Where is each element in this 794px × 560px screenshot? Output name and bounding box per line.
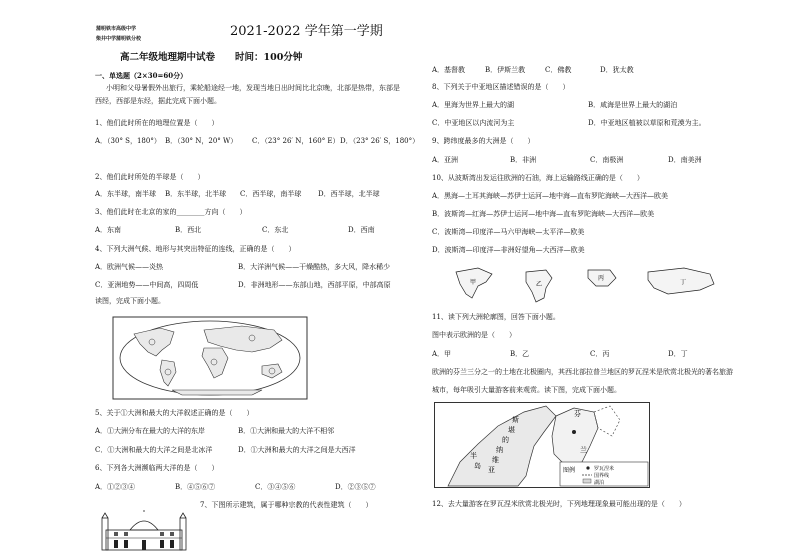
q5-option-c[interactable]: C．①大洲和最大的大洋之间是北冰洋 — [95, 446, 213, 454]
continent-label-bing: 丙 — [598, 275, 605, 282]
q2-option-d[interactable]: D．西半球，北半球 — [318, 190, 380, 198]
q7-option-a[interactable]: A．基督教 — [432, 66, 466, 74]
map-label-de: 的 — [502, 436, 509, 444]
q2-option-c[interactable]: C．西半球，南半球 — [240, 190, 302, 198]
q4-option-d[interactable]: D．非洲地形——东部山地，西部平原，中部高原 — [238, 281, 391, 289]
q10-option-a[interactable]: A．黑海—土耳其海峡—苏伊士运河—地中海—直布罗陀海峡—大西洋—欧美 — [432, 192, 669, 200]
q2-option-b[interactable]: B．东半球，北半球 — [165, 190, 227, 198]
continent-label-ding: 丁 — [680, 279, 687, 286]
q6-option-b[interactable]: B．④⑤⑥⑦ — [175, 483, 216, 491]
q11-option-c[interactable]: C．丙 — [590, 350, 610, 358]
world-map — [112, 316, 308, 400]
q3-option-a[interactable]: A．东南 — [95, 226, 122, 234]
map-label-dao: 岛 — [474, 462, 481, 470]
exam-subtitle: 高二年级地理期中试卷 — [120, 52, 216, 63]
rovaniemi-marker — [572, 430, 576, 434]
q2-option-a[interactable]: A．东半球，南半球 — [95, 190, 157, 198]
q7-option-b[interactable]: B．伊斯兰教 — [485, 66, 526, 74]
map-label-fen: 芬 — [574, 410, 581, 418]
q4-stem: 4、下列大洲气候、地形与其突出特征的连线，正确的是（ ） — [95, 245, 296, 253]
q8-stem: 8、下列关于中亚地区描述错误的是（ ） — [432, 83, 570, 91]
q10-stem: 10、从波斯湾出发运往欧洲的石油，海上运输路线正确的是（ ） — [432, 174, 644, 182]
q8-option-c[interactable]: C．中亚地区以内流河为主 — [432, 119, 515, 127]
legend-lake-icon — [583, 479, 591, 483]
q9-option-d[interactable]: D．南美洲 — [668, 156, 702, 164]
q9-stem: 9、跨纬度最多的大洲是（ ） — [432, 137, 535, 145]
q9-option-a[interactable]: A．亚洲 — [432, 156, 459, 164]
map-label-kan: 堪 — [508, 426, 515, 434]
q4-follow-text: 读图，完成下面小题。 — [95, 297, 165, 305]
continent-label-jia: 甲 — [470, 279, 477, 286]
q3-option-c[interactable]: C．东北 — [262, 226, 289, 234]
q6-stem: 6、下列各大洲濒临两大洋的是（ ） — [95, 464, 219, 472]
q1-option-b[interactable]: B．（30° N，20° W） — [165, 137, 238, 145]
q11-stem: 11、读下列大洲轮廓图，回答下面小题。 — [432, 313, 560, 321]
map-label-ban: 半 — [470, 452, 477, 460]
map-label-lan: 兰 — [580, 446, 587, 454]
continent-outlines — [448, 264, 722, 310]
legend-title: 图例 — [563, 467, 576, 474]
continent-label-yi: 乙 — [536, 281, 543, 288]
q11-option-a[interactable]: A．甲 — [432, 350, 452, 358]
q11-option-d[interactable]: D．丁 — [668, 350, 688, 358]
q10-option-c[interactable]: C．波斯湾—印度洋—马六甲海峡—太平洋—欧美 — [432, 228, 585, 236]
q6-option-d[interactable]: D．②③⑤⑦ — [335, 483, 376, 491]
exam-title: 2021-2022 学年第一学期 — [230, 24, 383, 39]
q6-option-a[interactable]: A．①②③④ — [95, 483, 136, 491]
q1-option-a[interactable]: A．（30° S，180°） — [95, 137, 161, 145]
q7-stem: 7、下图所示建筑，属于哪种宗教的代表性建筑（ ） — [200, 501, 373, 509]
q10-option-d[interactable]: D．波斯湾—印度洋—非洲好望角—大西洋—欧美 — [432, 246, 585, 254]
q2-stem: 2、他们此时所处的半球是（ ） — [95, 173, 205, 181]
q4-option-b[interactable]: B．大洋洲气候——干燥酷热，多大风，降水稀少 — [238, 263, 391, 271]
legend-city-icon — [586, 466, 589, 469]
q5-option-a[interactable]: A．①大洲分布在最大的大洋的东岸 — [95, 427, 206, 435]
q5-option-b[interactable]: B．①大洲和最大的大洋不相邻 — [238, 427, 335, 435]
map-label-wei: 维 — [492, 456, 499, 464]
q3-option-d[interactable]: D．西南 — [348, 226, 375, 234]
q8-option-d[interactable]: D．中亚地区植被以草原和荒漠为主。 — [588, 119, 706, 127]
q5-stem: 5、关于①大洲和最大的大洋叙述正确的是（ ） — [95, 409, 254, 417]
q4-option-a[interactable]: A．欧洲气候——炎热 — [95, 263, 164, 271]
map-label-ya: 亚 — [488, 466, 495, 474]
legend-item-city: 罗瓦涅米 — [594, 466, 615, 472]
q5-option-d[interactable]: D．①大洲和最大的大洋之间是大西洋 — [238, 446, 356, 454]
antarctica-shape — [172, 390, 262, 395]
q11-stem-2: 图中表示欧洲的是（ ） — [432, 331, 516, 339]
exam-time: 时间：100分钟 — [235, 52, 303, 63]
legend-item-lake: 湖泊 — [594, 480, 605, 486]
q1-stem: 1、他们此时所在的地理位置是（ ） — [95, 119, 219, 127]
q1-option-d[interactable]: D．（23° 26′ S，180°） — [340, 137, 420, 145]
map-label-si: 斯 — [512, 416, 519, 424]
q3-stem: 3、他们此时在北京的家的________方向（ ） — [95, 208, 247, 216]
q9-option-c[interactable]: C．南极洲 — [590, 156, 624, 164]
q7-option-c[interactable]: C．佛教 — [545, 66, 572, 74]
q9-option-b[interactable]: B．非洲 — [510, 156, 537, 164]
school-name-1: 蒲明铁市高级中学 — [96, 26, 137, 32]
q7-option-d[interactable]: D．犹太教 — [600, 66, 634, 74]
q11-option-b[interactable]: B．乙 — [510, 350, 530, 358]
intro-line-1: 小明和父母暑假外出旅行，乘轮船途经一地，发现当地日出时间比北京晚，北部是热带，东部是 — [106, 84, 400, 92]
finland-intro-line-1: 欧洲的芬兰三分之一的土地在北极圈内，其西北部拉普兰地区的罗瓦涅米是欣赏北极光的著名旅游 — [432, 368, 733, 376]
q3-option-b[interactable]: B．西北 — [175, 226, 202, 234]
q6-option-c[interactable]: C．③④⑤⑥ — [255, 483, 296, 491]
finland-intro-line-2: 城市，每年吸引大量游客前来观赏。读下图，完成下面小题。 — [432, 386, 621, 394]
scandinavia-map — [434, 402, 650, 488]
q8-option-a[interactable]: A．里海为世界上最大的湖 — [432, 101, 515, 109]
map-label-na: 纳 — [496, 446, 503, 454]
legend-item-border: 国界线 — [594, 473, 610, 479]
q1-option-c[interactable]: C．（23° 26′ N，160° E） — [252, 137, 340, 145]
intro-line-2: 西经，西部是东经，据此完成下面小题。 — [95, 97, 221, 105]
q4-option-c[interactable]: C．亚洲地势——中间高，四周低 — [95, 281, 199, 289]
school-name-2: 柴井中学蒲明铁分校 — [96, 36, 142, 42]
mosque-building-image — [100, 510, 188, 552]
section-heading: 一、单选题（2×30=60分） — [95, 71, 188, 80]
q12-stem: 12、去大量游客在罗瓦涅米欣赏北极光时，下列地理现象最可能出现的是（ ） — [432, 500, 686, 508]
q8-option-b[interactable]: B．咸海是世界上最大的湖泊 — [588, 101, 678, 109]
q10-option-b[interactable]: B．波斯湾—红海—苏伊士运河—地中海—直布罗陀海峡—大西洋—欧美 — [432, 210, 655, 218]
